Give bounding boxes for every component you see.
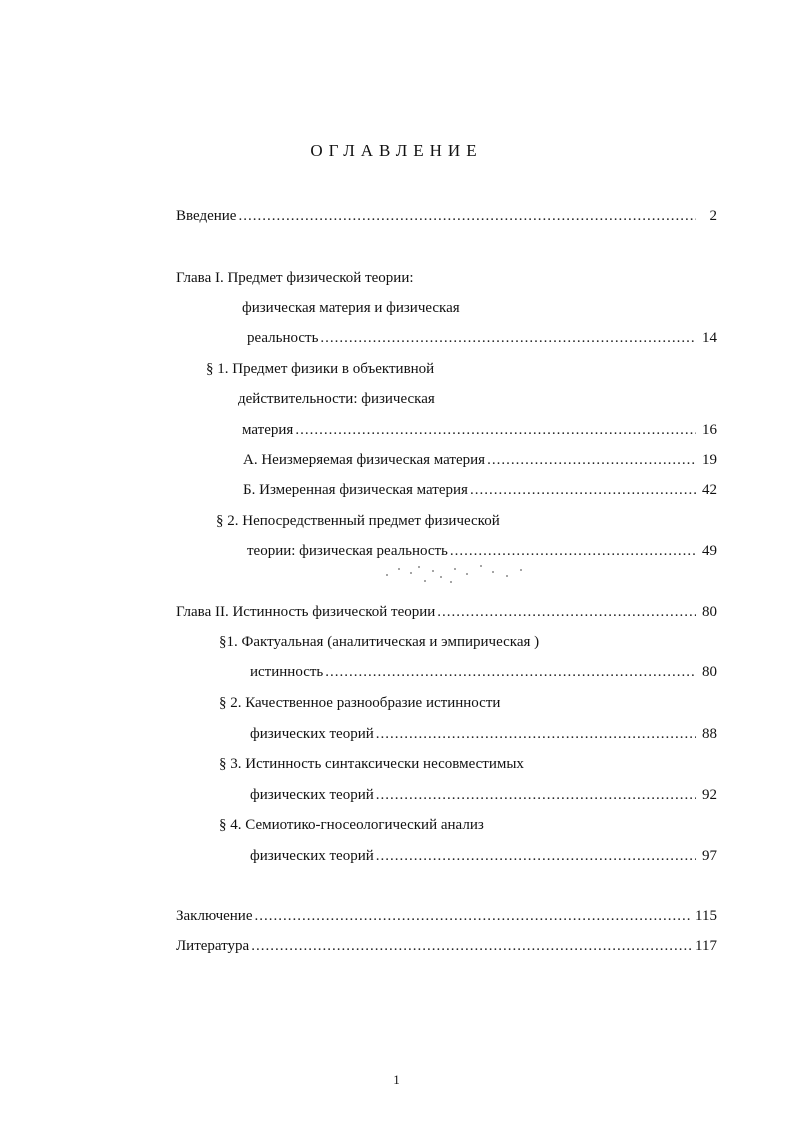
toc-ch2-section-1-heading: §1. Фактуальная (аналитическая и эмпирическая ) bbox=[219, 634, 540, 650]
toc-page-number: 42 bbox=[702, 482, 717, 498]
dot-leader bbox=[437, 602, 696, 622]
toc-page-number: 97 bbox=[702, 848, 717, 864]
toc-entry-chapter-1[interactable] bbox=[247, 328, 717, 348]
toc-entry-label: физических теорий bbox=[250, 726, 374, 742]
toc-entry-label: Литература bbox=[176, 938, 250, 954]
toc-page-number: 88 bbox=[702, 726, 717, 742]
toc-page-number: 19 bbox=[702, 452, 717, 468]
toc-entry-intro[interactable] bbox=[176, 206, 717, 226]
scan-artifact bbox=[380, 562, 530, 586]
toc-entry-label: истинность bbox=[250, 664, 324, 680]
toc-entry-label: Глава II. Истинность физической теории bbox=[176, 604, 436, 620]
toc-entry-section-1-b[interactable] bbox=[243, 480, 717, 500]
dot-leader bbox=[325, 662, 696, 682]
dot-leader bbox=[320, 328, 696, 348]
page-number: 1 bbox=[393, 1072, 400, 1087]
toc-entry-section-2[interactable] bbox=[247, 541, 717, 561]
dot-leader bbox=[470, 480, 696, 500]
toc-section-2-heading: § 2. Непосредственный предмет физической bbox=[216, 513, 500, 529]
dot-leader bbox=[376, 724, 696, 744]
dot-leader bbox=[251, 936, 692, 956]
toc-entry-label: Б. Измеренная физическая материя bbox=[243, 482, 468, 498]
toc-ch2-section-4-heading: § 4. Семиотико-гносеологический анализ bbox=[219, 817, 484, 833]
toc-section-1-heading-cont: действительности: физическая bbox=[238, 391, 435, 407]
toc-page-number: 80 bbox=[702, 604, 717, 620]
toc-entry-ch2-section-2[interactable] bbox=[250, 724, 717, 744]
toc-chapter-1-heading-cont: физическая материя и физическая bbox=[242, 300, 460, 316]
toc-ch2-section-3-heading: § 3. Истинность синтаксически несовместимых bbox=[219, 756, 524, 772]
toc-section-1-heading: § 1. Предмет физики в объективной bbox=[206, 361, 435, 377]
dot-leader bbox=[255, 906, 693, 926]
toc-page-number: 14 bbox=[702, 330, 717, 346]
toc-entry-section-1[interactable] bbox=[242, 420, 717, 440]
toc-page-number: 115 bbox=[695, 908, 717, 924]
toc-entry-literature[interactable] bbox=[176, 936, 717, 956]
toc-page-number: 2 bbox=[709, 208, 717, 224]
dot-leader bbox=[450, 541, 696, 561]
toc-entry-label: физических теорий bbox=[250, 787, 374, 803]
dot-leader bbox=[376, 785, 696, 805]
toc-entry-label: Введение bbox=[176, 208, 237, 224]
toc-entry-chapter-2[interactable] bbox=[176, 602, 717, 622]
dot-leader bbox=[376, 846, 696, 866]
dot-leader bbox=[487, 450, 696, 470]
toc-entry-label: теории: физическая реальность bbox=[247, 543, 448, 559]
toc-entry-conclusion[interactable] bbox=[176, 906, 717, 926]
toc-entry-ch2-section-1[interactable] bbox=[250, 662, 717, 682]
toc-entry-section-1-a[interactable] bbox=[243, 450, 717, 470]
toc-entry-label: реальность bbox=[247, 330, 319, 346]
toc-entry-label: А. Неизмеряемая физическая материя bbox=[243, 452, 486, 468]
toc-page-number: 16 bbox=[702, 422, 717, 438]
toc-page-number: 92 bbox=[702, 787, 717, 803]
dot-leader bbox=[238, 206, 696, 226]
toc-chapter-1-heading: Глава I. Предмет физической теории: bbox=[176, 270, 414, 286]
toc-entry-label: Заключение bbox=[176, 908, 253, 924]
toc-entry-label: физических теорий bbox=[250, 848, 374, 864]
toc-page-number: 49 bbox=[702, 543, 717, 559]
toc-page-number: 117 bbox=[695, 938, 717, 954]
page-title: ОГЛАВЛЕНИЕ bbox=[310, 141, 483, 160]
toc-entry-label: материя bbox=[242, 422, 294, 438]
toc-page-number: 80 bbox=[702, 664, 717, 680]
toc-entry-ch2-section-3[interactable] bbox=[250, 785, 717, 805]
toc-entry-ch2-section-4[interactable] bbox=[250, 846, 717, 866]
dot-leader bbox=[295, 420, 696, 440]
toc-ch2-section-2-heading: § 2. Качественное разнообразие истинности bbox=[219, 695, 501, 711]
